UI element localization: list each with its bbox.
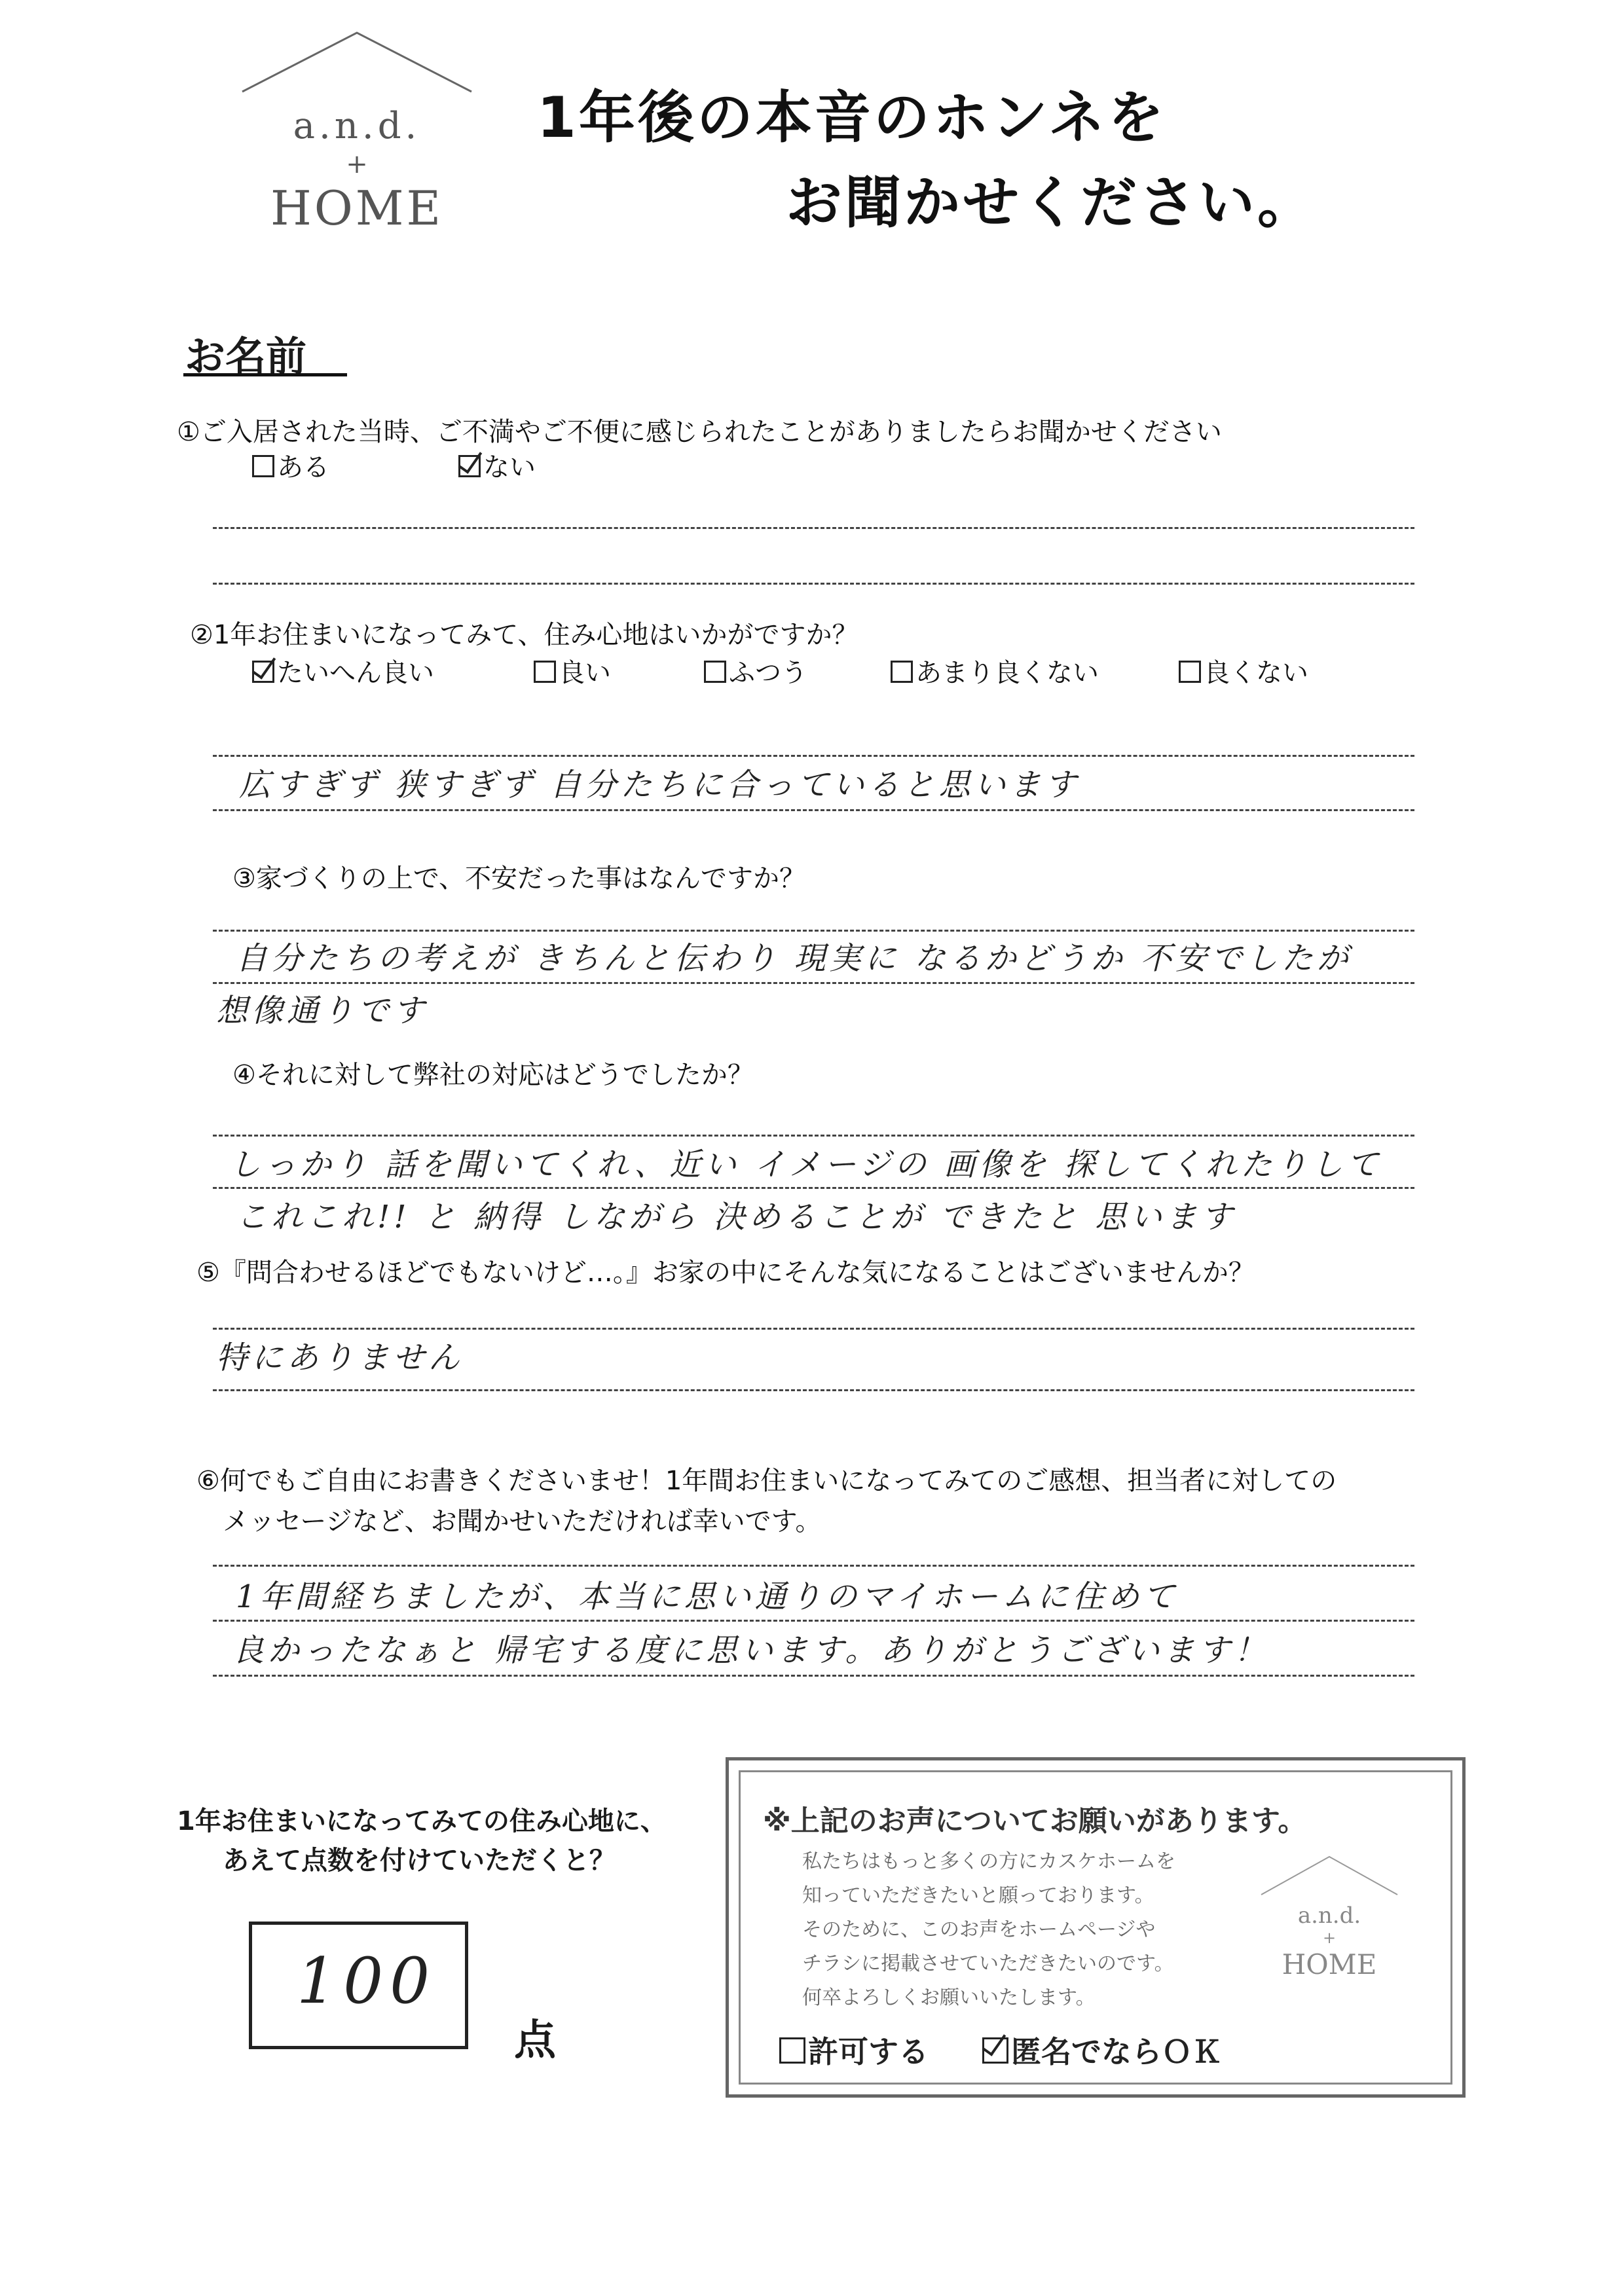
name-label: お名前 [185,333,307,380]
question-2-text: ②1年お住まいになってみて、住み心地はいかがですか？ [190,620,858,650]
handwritten-answer: 特にありません [216,1339,464,1376]
question-4-text: ④それに対して弊社の対応はどうでしたか？ [232,1060,754,1090]
page-title-line1: 1年後の本音のホンネを [537,85,1167,151]
answer-line [213,1565,1414,1567]
score-question-line2: あえて点数を付けていただくと？ [223,1846,616,1876]
checkbox-icon[interactable] [704,661,726,683]
logo-line2: HOME [270,181,444,236]
checkbox-icon[interactable] [534,661,556,683]
brand-logo [236,26,478,242]
answer-line [213,527,1414,529]
answer-line [213,1675,1414,1677]
permission-logo [1257,1853,1401,1984]
page-title-line2: お聞かせください。 [786,170,1316,236]
permission-option-anonymous[interactable] [982,2028,1222,2071]
answer-line [213,755,1414,757]
question-2-option-2[interactable] [534,652,611,689]
score-unit: 点 [514,2016,556,2065]
checkbox-icon[interactable] [1179,661,1201,683]
question-6-text-line2: メッセージなど、お聞かせいただければ幸いです。 [223,1506,822,1537]
permission-body-1: 私たちはもっと多くの方にカスケホームを [802,1850,1175,1873]
option-label: ある [277,452,329,483]
handwritten-answer: 1年間経ちましたが、本当に思い通りのマイホームに住めて [236,1578,1179,1615]
checkbox-icon[interactable] [252,455,274,477]
answer-line [213,1389,1414,1391]
permission-body-3: そのために、このお声をホームページや [802,1918,1156,1941]
checkbox-checked-icon[interactable] [458,455,481,477]
permission-body-4: チラシに掲載させていただきたいのです。 [802,1952,1174,1975]
checkbox-checked-icon[interactable] [252,661,274,683]
answer-line [213,930,1414,932]
logo-plus: + [346,149,368,179]
option-label: ふつう [729,658,807,688]
logo-line1: a.n.d. [293,105,421,147]
answer-line [213,809,1414,811]
handwritten-answer: 良かったなぁと 帰宅する度に思います。ありがとうございます！ [232,1632,1270,1669]
handwritten-answer: 想像通りです [216,993,429,1029]
option-label: 匿名でならＯＫ [1011,2034,1222,2069]
answer-line [213,1135,1414,1137]
checkbox-icon[interactable] [779,2037,805,2064]
option-label: あまり良くない [915,658,1099,688]
question-2-option-4[interactable] [891,652,1099,689]
handwritten-answer: しっかり 話を聞いてくれ、近い イメージの 画像を 探してくれたりして [229,1146,1382,1183]
question-5-text: ⑤『問合わせるほどでもないけど…。』お家の中にそんな気になることはございませんか？ [196,1258,1255,1288]
option-label: 良くない [1204,658,1308,688]
option-label: たいへん良い [277,658,434,688]
permission-option-allow[interactable] [779,2028,929,2071]
option-label: 許可する [808,2034,929,2069]
roof-icon [236,26,478,98]
question-1-option-2[interactable] [458,446,536,484]
question-3-text: ③家づくりの上で、不安だった事はなんですか？ [232,864,806,894]
answer-line [213,583,1414,585]
logo-line2: HOME [1282,1948,1377,1980]
name-underline [183,373,347,376]
score-box[interactable] [249,1922,468,2049]
permission-heading: ※上記のお声についてお願いがあります。 [763,1804,1307,1838]
option-label: 良い [559,658,611,688]
permission-body-5: 何卒よろしくお願いいたします。 [802,1986,1096,2009]
score-question-line1: 1年お住まいになってみての住み心地に、 [177,1806,667,1836]
question-1-text: ①ご入居された当時、ご不満やご不便に感じられたことがありましたらお聞かせください [177,417,1222,447]
option-label: ない [483,452,536,483]
permission-body-2: 知っていただきたいと願っております。 [802,1884,1154,1907]
roof-icon [1257,1853,1401,1899]
answer-line [213,1187,1414,1189]
answer-line [213,1328,1414,1330]
checkbox-checked-icon[interactable] [982,2037,1008,2064]
question-2-option-5[interactable] [1179,652,1308,689]
question-2-option-1[interactable] [252,652,434,689]
handwritten-answer: 自分たちの考えが きちんと伝わり 現実に なるかどうか 不安でしたが [236,940,1353,977]
handwritten-answer: これこれ!! と 納得 しながら 決めることが できたと 思います [236,1199,1237,1235]
answer-line [213,1620,1414,1622]
logo-line1: a.n.d. [1297,1903,1361,1929]
handwritten-answer: 広すぎず 狭すぎず 自分たちに合っていると思います [239,767,1080,803]
score-value: 100 [297,1944,437,2018]
question-6-text: ⑥何でもご自由にお書きくださいませ！1年間お住まいになってみてのご感想、担当者に対しての [196,1466,1337,1496]
question-2-option-3[interactable] [704,652,807,689]
logo-plus: + [1322,1929,1337,1947]
question-1-option-1[interactable] [252,446,329,484]
checkbox-icon[interactable] [891,661,913,683]
answer-line [213,982,1414,984]
